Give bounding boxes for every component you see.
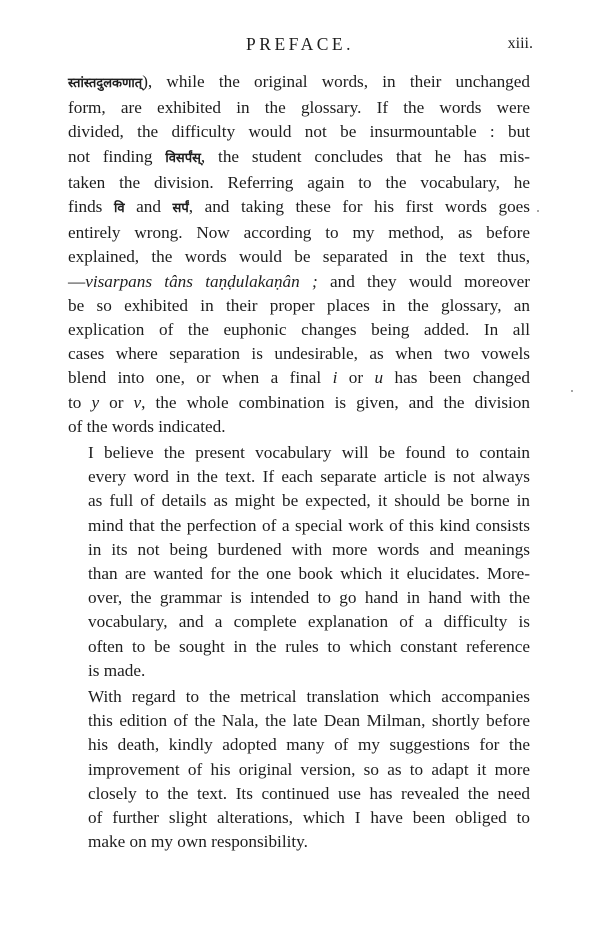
text-line xyxy=(68,221,530,245)
text-line xyxy=(68,806,530,830)
paragraph xyxy=(68,441,530,683)
text-line xyxy=(68,782,530,806)
text-run: , and taking these for his first words goes xyxy=(188,197,530,217)
text-run: is made. xyxy=(88,660,146,680)
devanagari-word: स्तांस्तदुलकणात् xyxy=(68,76,143,91)
text-line xyxy=(68,635,530,659)
text-line xyxy=(68,391,530,415)
text-line xyxy=(68,415,530,439)
text-line xyxy=(68,171,530,195)
text-run: closely to the text. Its continued use has revealed the need xyxy=(88,783,530,803)
text-line xyxy=(68,366,530,390)
text-line xyxy=(68,733,530,757)
text-line xyxy=(68,514,530,538)
text-run: than are wanted for the one book which it elucidates. More- xyxy=(88,564,530,584)
text-run: as full of details as might be expected, it should be borne in xyxy=(88,491,530,511)
text-line xyxy=(68,318,530,342)
text-line xyxy=(68,709,530,733)
italic-text: v xyxy=(133,392,142,412)
text-line xyxy=(68,70,530,96)
text-run: I believe the present vocabulary will be found to contain xyxy=(88,443,530,463)
page-number: xiii. xyxy=(507,35,533,52)
text-line xyxy=(68,610,530,634)
text-run: vocabulary, and a complete explanation of a difficulty is xyxy=(88,612,530,632)
text-line xyxy=(68,120,530,144)
text-run: not finding xyxy=(68,146,166,166)
text-line xyxy=(68,465,530,489)
text-run: ), while the original words, in their unchanged xyxy=(142,72,530,91)
text-run: every word in the text. If each separate article is not always xyxy=(88,467,530,487)
text-run: taken the division. Referring again to the vocabulary, he xyxy=(68,172,530,192)
text-line xyxy=(68,270,530,294)
text-line xyxy=(68,195,530,221)
text-line xyxy=(68,294,530,318)
devanagari-word: वि xyxy=(113,201,125,217)
text-line xyxy=(68,659,530,683)
print-speck xyxy=(571,390,573,392)
text-run: cases where separation is undesirable, as when two vowels xyxy=(68,344,530,364)
devanagari-word: सर्पं xyxy=(172,201,189,217)
text-run: divided, the difficulty would not be insurmountable : but xyxy=(68,122,530,142)
text-run: of the words indicated. xyxy=(68,416,226,436)
running-head xyxy=(0,34,600,58)
text-line xyxy=(68,685,530,709)
text-line xyxy=(68,441,530,465)
text-run: of further slight alterations, which I have been obliged to xyxy=(88,808,530,828)
text-run: form, are exhibited in the glossary. If the words were xyxy=(68,98,530,118)
devanagari-word: विसर्पंस् xyxy=(165,150,201,166)
text-line xyxy=(68,586,530,610)
text-run: entirely wrong. Now according to my method, as before xyxy=(68,223,530,243)
text-run: explication of the euphonic changes being added. In all xyxy=(68,320,530,340)
text-run: improvement of his original version, so as to adapt it more xyxy=(88,759,530,779)
text-run: make on my own responsibility. xyxy=(88,832,308,852)
italic-text: u xyxy=(374,368,384,388)
text-run: often to be sought in the rules to which constant reference xyxy=(88,636,530,656)
text-line xyxy=(68,758,530,782)
text-run: his death, kindly adopted many of my suggestions for the xyxy=(88,735,530,755)
text-line xyxy=(68,145,530,171)
print-speck xyxy=(537,210,539,212)
italic-text: visarpans tâns taṇḍulakaṇân ; xyxy=(85,271,318,291)
text-run: , the whole combination is given, and the division xyxy=(141,392,530,412)
text-run: be so exhibited in their proper places in the glossary, an xyxy=(68,295,530,315)
text-line xyxy=(68,96,530,120)
text-run: to xyxy=(68,392,92,412)
text-run: and they would moreover xyxy=(317,271,530,291)
text-run: mind that the perfection of a special work of this kind consists xyxy=(88,515,530,535)
text-run: in its not being burdened with more words and meanings xyxy=(88,539,530,559)
text-run: or xyxy=(99,392,134,412)
text-run: this edition of the Nala, the late Dean Milman, shortly before xyxy=(88,711,530,731)
text-run: and xyxy=(124,197,173,217)
text-run: over, the grammar is intended to go hand in hand with the xyxy=(88,588,530,608)
running-title: PREFACE. xyxy=(246,34,354,54)
body-text xyxy=(68,70,530,855)
paragraph xyxy=(68,685,530,854)
text-run: blend into one, or when a final xyxy=(68,368,333,388)
text-run: or xyxy=(337,368,375,388)
text-run: has been changed xyxy=(383,368,530,388)
text-run: With regard to the metrical translation which accompanies xyxy=(88,687,530,707)
text-line xyxy=(68,830,530,854)
text-line xyxy=(68,562,530,586)
italic-text: i xyxy=(332,368,338,388)
paragraph xyxy=(68,70,530,439)
text-run: finds xyxy=(68,197,114,217)
text-run: , the student concludes that he has mis- xyxy=(200,146,530,166)
text-line xyxy=(68,489,530,513)
text-run: — xyxy=(68,271,86,291)
text-line xyxy=(68,245,530,269)
text-line xyxy=(68,538,530,562)
text-run: explained, the words would be separated in the text thus, xyxy=(68,247,530,267)
italic-text: y xyxy=(91,392,100,412)
text-line xyxy=(68,342,530,366)
